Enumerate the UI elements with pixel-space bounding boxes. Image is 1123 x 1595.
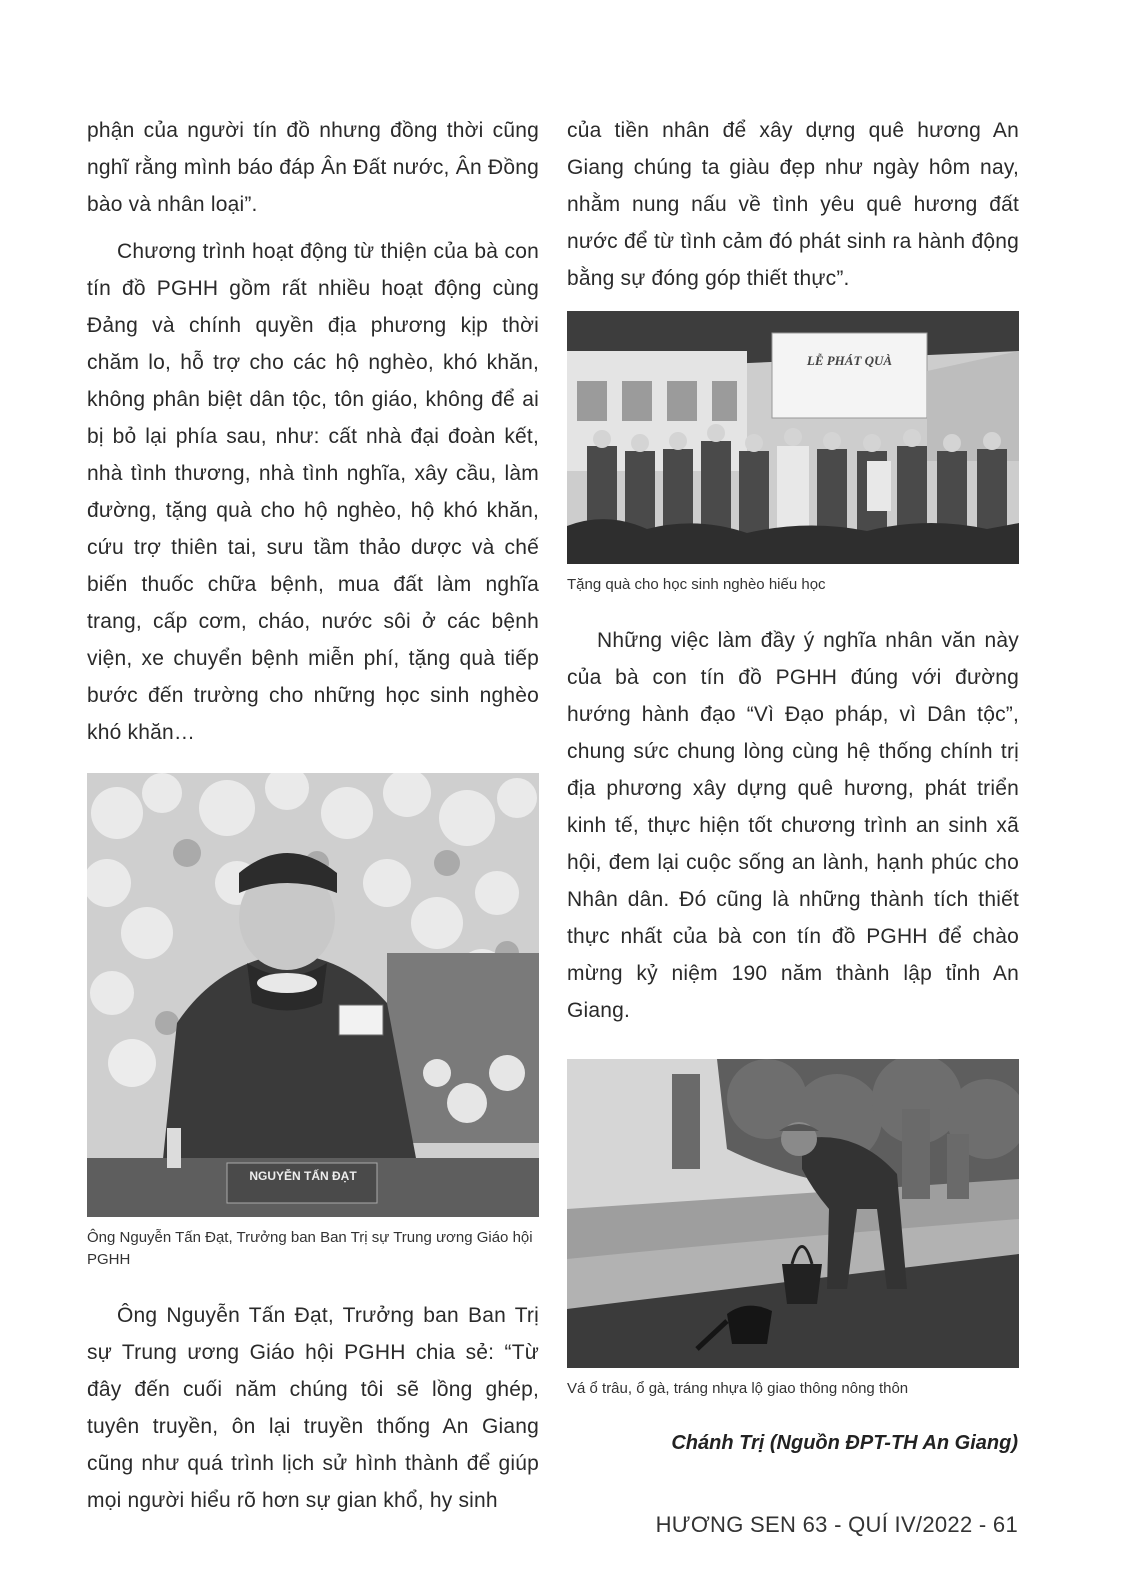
photo-speaker bbox=[87, 773, 539, 1217]
left-paragraph-3: Ông Nguyễn Tấn Đạt, Trưởng ban Ban Trị sự Trung ương Giáo hội PGHH chia sẻ: “Từ đây đến cuối năm chúng tôi sẽ lồng ghép, tuyên truyền, ôn lại truyền thống An Giang cũng như quá trình lịch sử hình thành để giúp mọi người hiểu rõ hơn sự gian khổ, hy sinh bbox=[87, 1304, 539, 1512]
right-column bbox=[567, 112, 1019, 1400]
nameplate-text: NGUYỄN TẤN ĐẠT bbox=[249, 1169, 357, 1183]
gift-ceremony-image bbox=[567, 311, 1019, 564]
right-paragraph-1: của tiền nhân để xây dựng quê hương An Giang chúng ta giàu đẹp như ngày hôm nay, nhằm nung nấu về tình yêu quê hương đất nước để từ tình cảm đó phát sinh ra hành động bằng sự đóng góp thiết thực”. bbox=[567, 119, 1019, 290]
left-column bbox=[87, 112, 539, 1519]
left-paragraph-2: Chương trình hoạt động từ thiện của bà con tín đồ PGHH gồm rất nhiều hoạt động cùng Đảng và chính quyền địa phương kịp thời chăm lo, hỗ trợ cho các hộ nghèo, khó khăn, không phân biệt dân tộc, tôn giáo, không để ai bị bỏ lại phía sau, như: cất nhà đại đoàn kết, nhà tình thương, nhà tình nghĩa, xây cầu, làm đường, tặng quà cho hộ nghèo, hộ khó khăn, cứu trợ thiên tai, sưu tầm thảo dược và chế biến thuốc chữa bệnh, mua đất làm nghĩa trang, cấp cơm, cháo, nước sôi ở các bệnh viện, xe chuyển bệnh miễn phí, tặng quà tiếp bước đến trường cho những học sinh nghèo khó khăn… bbox=[87, 240, 539, 744]
ceremony-banner-text: LỄ PHÁT QUÀ bbox=[806, 353, 893, 368]
right-paragraph-2: Những việc làm đầy ý nghĩa nhân văn này của bà con tín đồ PGHH đúng với đường hướng hành đạo “Vì Đạo pháp, vì Dân tộc”, chung sức chung lòng cùng hệ thống chính trị địa phương xây dựng quê hương, phát triển kinh tế, thực hiện tốt chương trình an sinh xã hội, đem lại cuộc sống an lành, hạnh phúc cho Nhân dân. Đó cũng là những thành tích thiết thực nhất của bà con tín đồ PGHH để chào mừng kỷ niệm 190 năm thành lập tỉnh An Giang. bbox=[567, 629, 1019, 1022]
left-paragraph-1: phận của người tín đồ nhưng đồng thời cũng nghĩ rằng mình báo đáp Ân Đất nước, Ân Đồng bào và nhân loại”. bbox=[87, 119, 539, 216]
photo-gift-ceremony bbox=[567, 311, 1019, 564]
speaker-photo-image bbox=[87, 773, 539, 1217]
speaker-photo-caption: Ông Nguyễn Tấn Đạt, Trưởng ban Ban Trị sự Trung ương Giáo hội PGHH bbox=[87, 1229, 533, 1268]
article-byline: Chánh Trị (Nguồn ĐPT-TH An Giang) bbox=[671, 1432, 1018, 1454]
road-repair-image bbox=[567, 1059, 1019, 1368]
page-footer: HƯƠNG SEN 63 - QUÍ IV/2022 - 61 bbox=[655, 1512, 1018, 1537]
photo-road-repair bbox=[567, 1059, 1019, 1368]
gift-photo-caption: Tặng quà cho học sinh nghèo hiếu học bbox=[567, 576, 826, 593]
road-photo-caption: Vá ổ trâu, ổ gà, tráng nhựa lộ giao thông nông thôn bbox=[567, 1380, 909, 1397]
